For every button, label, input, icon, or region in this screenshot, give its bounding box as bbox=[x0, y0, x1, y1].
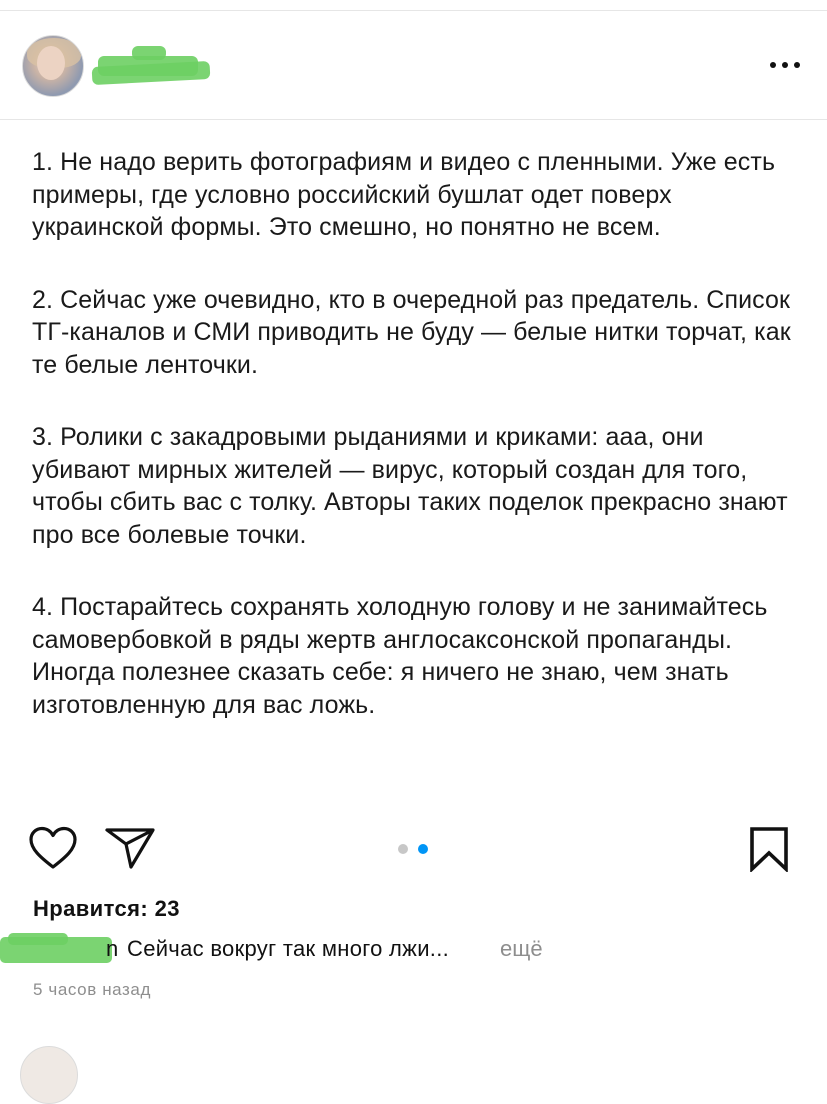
post-text bbox=[32, 146, 802, 761]
bookmark-icon[interactable] bbox=[748, 826, 790, 872]
post-paragraph-2: 2. Сейчас уже очевидно, кто в очередной раз предатель. Список ТГ-каналов и СМИ приводить не буду — белые нитки торчат, как те белые ленточки. bbox=[32, 285, 791, 379]
send-icon[interactable] bbox=[104, 826, 156, 870]
header-divider bbox=[0, 119, 827, 120]
post-timestamp: 5 часов назад bbox=[33, 980, 152, 999]
post-header bbox=[0, 11, 827, 119]
post-paragraph-4: 4. Постарайтесь сохранять холодную голову и не занимайтесь самовербовкой в ряды жертв англосаксонской пропаганды. Иногда полезнее сказать себе: я ничего не знаю, чем знать изготовленную для вас ложь. bbox=[32, 593, 768, 719]
caption-text: Сейчас вокруг так много лжи... bbox=[127, 936, 450, 961]
heart-icon[interactable] bbox=[28, 826, 78, 870]
caption-username-tail: n bbox=[106, 936, 119, 961]
author-avatar[interactable] bbox=[22, 35, 84, 97]
caption-username-redacted[interactable] bbox=[0, 933, 118, 965]
carousel-dot-2 bbox=[418, 844, 428, 854]
author-name-redacted[interactable] bbox=[92, 44, 212, 90]
post-paragraph-3: 3. Ролики с закадровыми рыданиями и криками: ааа, они убивают мирных жителей — вирус, который создан для того, чтобы сбить вас с толку. Авторы таких поделок прекрасно знают про все болевые точки. bbox=[32, 423, 788, 549]
carousel-indicator bbox=[398, 844, 434, 856]
caption-row bbox=[0, 930, 827, 970]
comment-avatar[interactable] bbox=[20, 1046, 78, 1104]
likes-count[interactable]: Нравится: 23 bbox=[33, 896, 180, 921]
caption-more-link[interactable]: ещё bbox=[500, 936, 543, 961]
avatar-face bbox=[37, 46, 65, 80]
more-horizontal-icon[interactable] bbox=[769, 59, 801, 71]
carousel-dot-1 bbox=[398, 844, 408, 854]
action-bar bbox=[0, 820, 827, 880]
post-paragraph-1: 1. Не надо верить фотографиям и видео с пленными. Уже есть примеры, где условно российский бушлат одет поверх украинской формы. Это смешно, но понятно не всем. bbox=[32, 148, 776, 241]
